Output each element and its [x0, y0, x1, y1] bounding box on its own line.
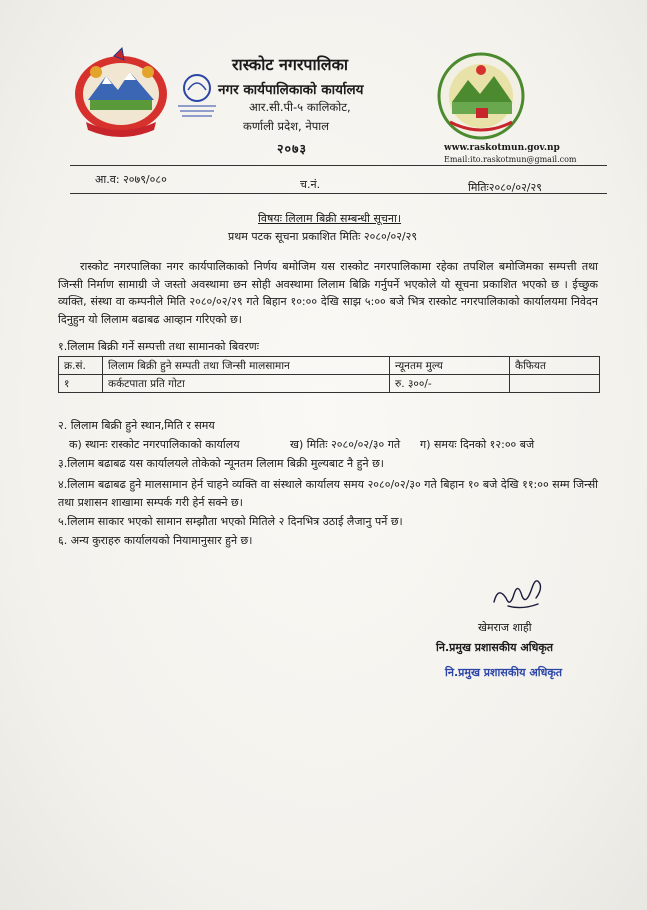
municipality-logo-icon — [434, 52, 528, 140]
col-remarks: कैफियत — [510, 357, 600, 375]
cell-remarks — [510, 375, 600, 393]
divider-top — [70, 165, 607, 166]
col-min-price: न्यूनतम मुल्य — [390, 357, 510, 375]
col-item: लिलाम बिक्री हुने सम्पती तथा जिन्सी मालसामान — [103, 357, 390, 375]
dispatch-number: च.नं. — [300, 178, 321, 191]
signatory-name: खेमराज शाही — [478, 621, 532, 634]
section-4: ४.लिलाम बढाबढ हुने मालसामान हेर्न चाहने व्यक्ति वा संस्थाले कार्यालय समय २०८०/०२/३० गते बिहान १० बजे देखि ११:०० सम्म जिन्सी तथा प्रशासन शाखामा सम्पर्क गरी हेर्न सक्ने छ। — [58, 478, 598, 509]
cell-serial: १ — [59, 375, 103, 393]
cell-item: कर्कटपाता प्रति गोटा — [103, 375, 390, 393]
notice-subject: विषयः लिलाम बिक्री सम्बन्धी सूचना। — [258, 212, 402, 225]
divider-bottom — [70, 193, 607, 194]
first-published-date: प्रथम पटक सूचना प्रकाशित मितिः २०८०/०२/२९ — [228, 230, 418, 243]
website-link[interactable]: www.raskotmun.gov.np — [444, 143, 560, 153]
table-row — [59, 375, 600, 393]
items-list-title: १.लिलाम बिक्री गर्ने सम्पत्ती तथा सामानको बिवरणः — [58, 340, 259, 353]
section-6: ६. अन्य कुराहरु कार्यालयको नियामानुसार हुने छ। — [58, 534, 253, 547]
cell-min-price: रु. ३००/- — [390, 375, 510, 393]
auction-items-table — [58, 356, 600, 393]
section-3: ३.लिलाम बढाबढ यस कार्यालयले तोकेको न्यूनतम लिलाम बिक्री मुल्यबाट नै हुने छ। — [58, 457, 384, 470]
section-2-title: २. लिलाम बिक्री हुने स्थान,मिति र समय — [58, 419, 215, 432]
office-seal-icon — [174, 68, 220, 122]
signatory-title: नि.प्रमुख प्रशासकीय अधिकृत — [436, 641, 554, 654]
letter-date: मितिः२०८०/०२/२९ — [468, 181, 542, 194]
signature-icon — [488, 568, 550, 616]
auction-date: ख) मितिः २०८०/०२/३० गते — [290, 438, 401, 451]
col-serial: क्र.सं. — [59, 357, 103, 375]
address-line-1: आर.सी.पी-५ कालिकोट, — [249, 100, 351, 114]
table-header-row — [59, 357, 600, 375]
auction-time: ग) समयः दिनको १२:०० बजे — [420, 438, 535, 451]
email-link[interactable]: Email:ito.raskotmun@gmail.com — [444, 155, 577, 164]
fiscal-year: आ.व: २०७९/०८० — [95, 173, 167, 186]
address-line-2: कर्णाली प्रदेश, नेपाल — [243, 119, 330, 133]
nepal-emblem-icon — [66, 42, 176, 138]
municipality-name: रास्कोट नगरपालिका — [232, 55, 349, 74]
notice-body: रास्कोट नगरपालिका नगर कार्यपालिकाको निर्णय बमोजिम यस रास्कोट नगरपालिकामा रहेका तपशिल बमोजिमका सम्पत्ती तथा जिन्सी निर्माण सामाग्री जे जस्तो अवस्थामा छन सोही अवस्थामा लिलाम बिक्रि गर्नुपर्ने भएकोले यो सूचना प्रकाशित भएको छ । ईच्छुक व्यक्ति, संस्था वा कम्पनीले मिति २०८०/०२/२९ गते बिहान १०:०० देखि साझ ५:०० बजे भित्र रास्कोट नगरपालिकाको कार्यालयमा निवेदन दिनुहुन यो लिलाम बढाबढ आव्हान गरिएको छ। — [58, 260, 598, 326]
office-name: नगर कार्यपालिकाको कार्यालय — [218, 82, 364, 98]
section-5: ५.लिलाम साकार भएको सामान सम्झौता भएको मितिले २ दिनभित्र उठाई लैजानु पर्ने छ। — [58, 515, 403, 528]
auction-place: क) स्थानः रास्कोट नगरपालिकाको कार्यालय — [69, 438, 240, 451]
official-stamp: नि.प्रमुख प्रशासकीय अधिकृत — [445, 666, 563, 679]
established-year: २०७३ — [277, 141, 308, 156]
